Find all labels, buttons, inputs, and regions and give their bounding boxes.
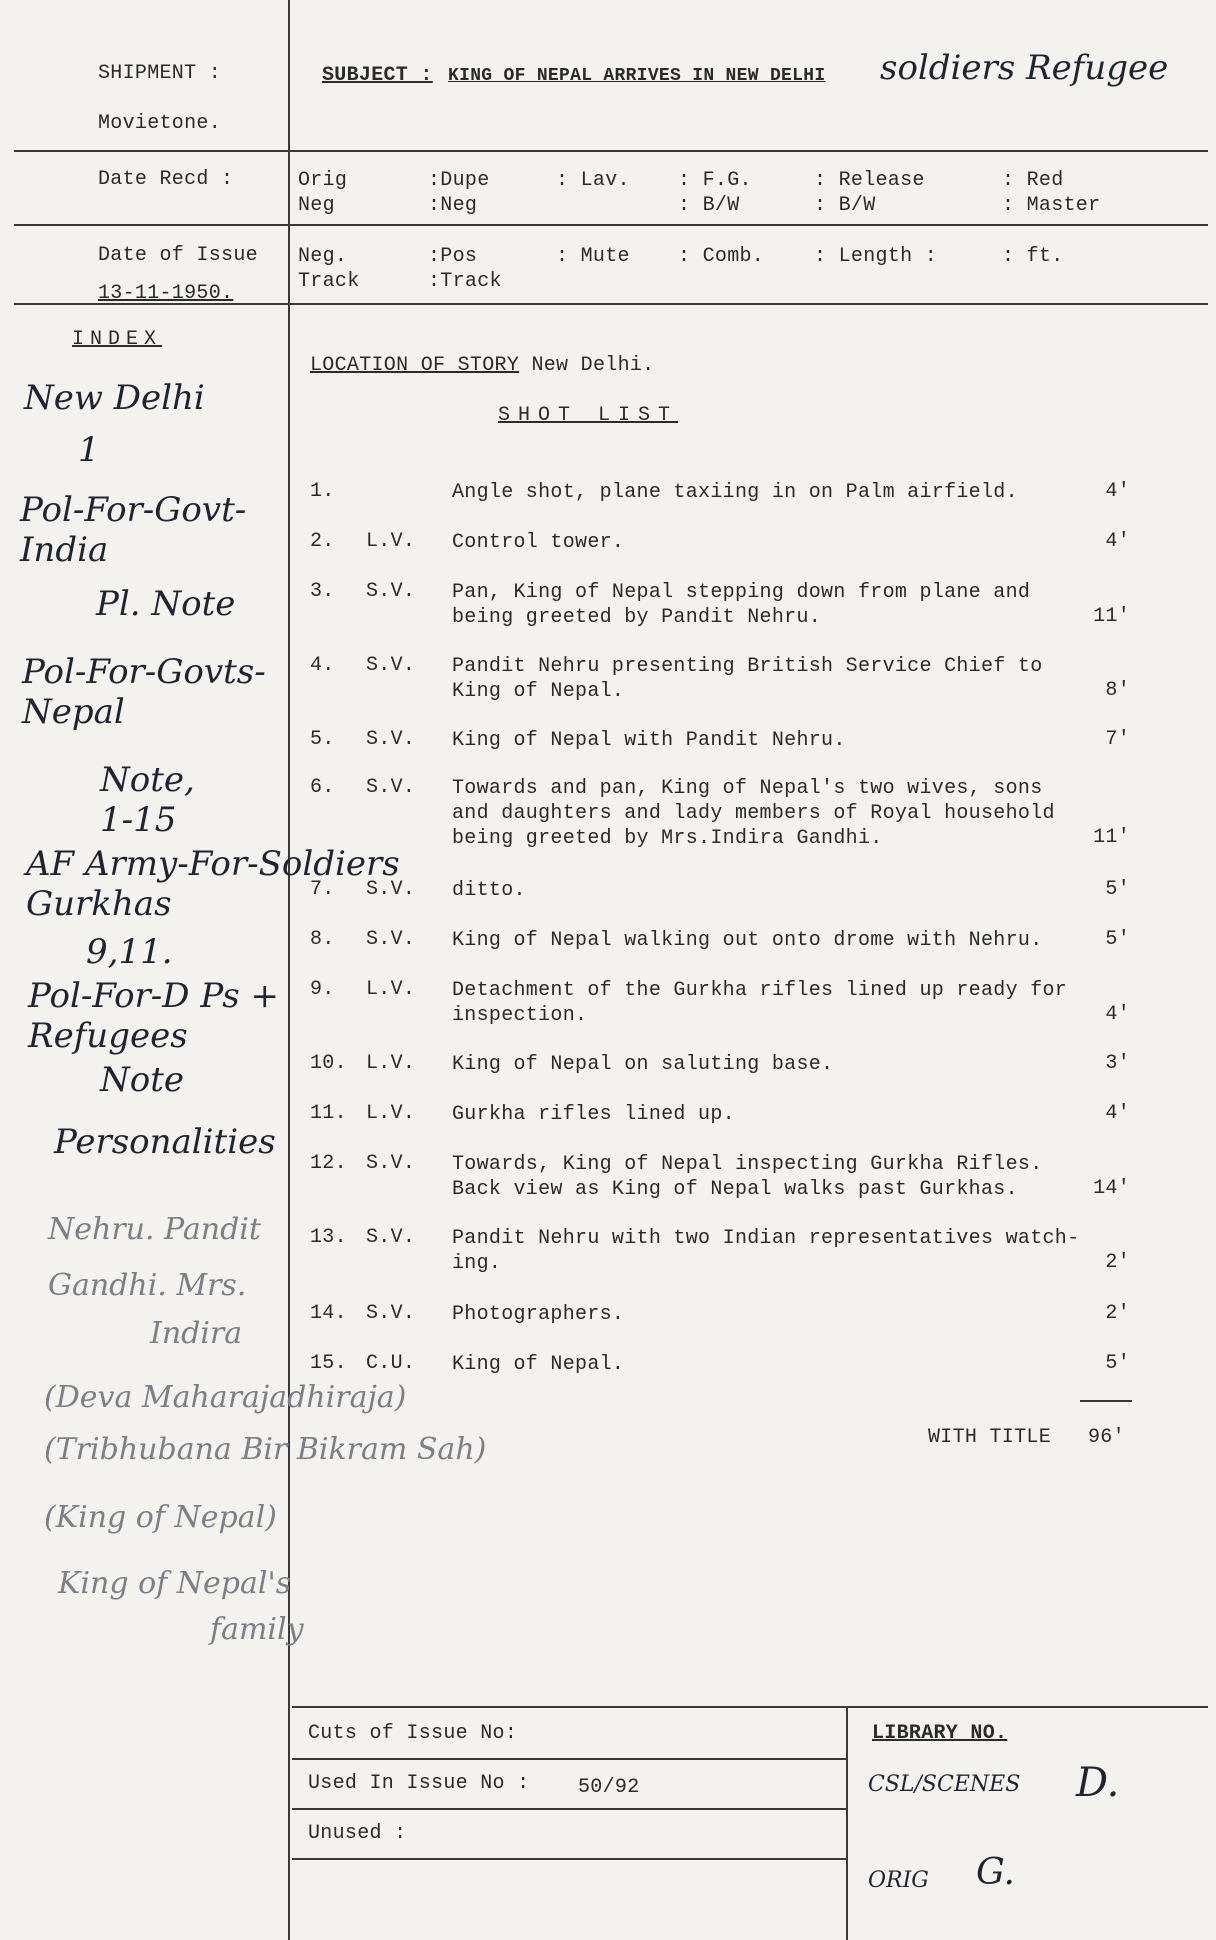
shot-description: Towards, King of Nepal inspecting Gurkha Rifles. Back view as King of Nepal walks past Gurkhas. [452,1153,1043,1201]
index-hand-entry: Pl. Note [96,584,236,624]
shot-description: Towards and pan, King of Nepal's two wives, sons and daughters and lady members of Royal household being greeted by Mrs.Indira Gandhi. [452,777,1055,850]
subject-label: SUBJECT : [322,64,433,87]
shot-description: King of Nepal with Pandit Nehru. [452,729,846,752]
shot-length: 5' [1105,1352,1130,1375]
index-hand-entry: Pol-For-Govts- Nepal [22,652,266,732]
index-heading: INDEX [72,328,163,351]
index-hand-entry: Pol-For-D Ps + Refugees [28,976,280,1056]
shot-description: ditto. [452,879,526,902]
shot-number: 6. [310,776,335,799]
shot-length: 11' [1093,605,1130,628]
shot-length: 3' [1105,1052,1130,1075]
shot-type: C.U. [366,1352,416,1375]
library-hand-2b: G. [976,1852,1015,1893]
shot-length: 8' [1105,679,1130,702]
row2-cell: Neg. Track [298,245,360,293]
shot-length: 5' [1105,928,1130,951]
library-hand-1: CSL/SCENES [868,1772,1021,1797]
shot-number: 9. [310,978,335,1001]
shipment-value: Movietone. [98,112,222,135]
cuts-label: Cuts of Issue No: [308,1722,518,1745]
personality-entry: Indira [150,1316,243,1351]
shot-number: 7. [310,878,335,901]
used-label: Used In Issue No : [308,1772,530,1795]
shot-number: 1. [310,480,335,503]
shot-description: King of Nepal on saluting base. [452,1053,834,1076]
shot-description: Angle shot, plane taxiing in on Palm airfield. [452,481,1018,504]
index-hand-entry: Note, 1-15 [100,760,195,840]
shot-description: Pandit Nehru with two Indian representatives watch- ing. [452,1227,1080,1275]
used-value: 50/92 [578,1776,640,1799]
vertical-divider [288,0,290,1940]
date-recd-label: Date Recd : [98,168,234,191]
shot-length: 2' [1105,1251,1130,1274]
shot-description: Pan, King of Nepal stepping down from plane and being greeted by Pandit Nehru. [452,581,1031,629]
row2-cell: : Length : [814,245,938,268]
shot-description: Photographers. [452,1303,625,1326]
shot-type: S.V. [366,928,416,951]
shot-length: 14' [1093,1177,1130,1200]
row1-cell: Orig Neg [298,169,348,217]
personality-entry: (King of Nepal) [44,1500,277,1535]
row2-cell: : Comb. [678,245,765,268]
header-rule-2 [14,224,1208,226]
date-issue-value: 13-11-1950. [98,282,234,305]
library-label: LIBRARY NO. [872,1722,1008,1745]
personality-entry: King of Nepal's [58,1566,292,1601]
row1-cell: : Release : B/W [814,169,925,217]
subject-handwritten: soldiers Refugee [880,48,1169,88]
shot-description: Control tower. [452,531,625,554]
header-rule-1 [14,150,1208,152]
shot-type: S.V. [366,1302,416,1325]
shot-length: 4' [1105,530,1130,553]
shot-type: L.V. [366,978,416,1001]
shot-number: 2. [310,530,335,553]
shot-number: 4. [310,654,335,677]
shot-type: S.V. [366,580,416,603]
location-value: New Delhi. [531,354,655,377]
shipment-label: SHIPMENT : [98,62,222,85]
footer-rule-2 [292,1808,848,1810]
shot-number: 14. [310,1302,347,1325]
unused-label: Unused : [308,1822,407,1845]
shot-type: S.V. [366,878,416,901]
shot-length: 5' [1105,878,1130,901]
personality-entry: Gandhi. Mrs. [48,1268,247,1303]
library-hand-1b: D. [1076,1760,1120,1806]
shot-length: 4' [1105,1102,1130,1125]
footer-rule-top [292,1706,1208,1708]
row2-cell: : Mute [556,245,630,268]
location-line [310,354,654,377]
shot-length: 7' [1105,728,1130,751]
row1-cell: : Red : Master [1002,169,1101,217]
shot-type: S.V. [366,654,416,677]
shot-length: 4' [1105,480,1130,503]
with-title-value: 96' [1088,1426,1125,1449]
shot-number: 11. [310,1102,347,1125]
footer-rule-1 [292,1758,848,1760]
shot-description: Detachment of the Gurkha rifles lined up ready for inspection. [452,979,1068,1027]
index-hand-entry: 1 [78,430,100,470]
row2-cell: :Pos :Track [428,245,502,293]
shot-type: L.V. [366,1102,416,1125]
shot-type: S.V. [366,728,416,751]
shot-type: L.V. [366,1052,416,1075]
shot-number: 10. [310,1052,347,1075]
shot-type: L.V. [366,530,416,553]
shot-number: 5. [310,728,335,751]
personality-entry: (Tribhubana Bir Bikram Sah) [44,1432,487,1467]
library-hand-2: ORIG [868,1868,929,1893]
personality-entry: (Deva Maharajadhiraja) [44,1380,407,1415]
shot-description: King of Nepal. [452,1353,625,1376]
shot-length: 11' [1093,826,1130,849]
total-rule [1080,1400,1132,1402]
shot-length: 2' [1105,1302,1130,1325]
shot-description: King of Nepal walking out onto drome with Nehru. [452,929,1043,952]
index-hand-entry: 9,11. [86,932,173,972]
index-hand-entry: New Delhi [24,378,205,418]
row1-cell: :Dupe :Neg [428,169,490,217]
with-title-label: WITH TITLE [928,1426,1052,1449]
subject-value: KING OF NEPAL ARRIVES IN NEW DELHI [448,66,826,86]
shot-number: 15. [310,1352,347,1375]
shot-number: 12. [310,1152,347,1175]
personality-entry: family [210,1612,304,1647]
index-hand-entry: Personalities [54,1122,276,1162]
row2-cell: : ft. [1002,245,1064,268]
footer-divider [846,1706,848,1940]
date-issue-label: Date of Issue [98,244,258,267]
index-hand-entry: Pol-For-Govt- India [20,490,247,570]
shot-type: S.V. [366,1226,416,1249]
shot-length: 4' [1105,1003,1130,1026]
shot-type: S.V. [366,776,416,799]
location-label: LOCATION OF STORY [310,354,520,377]
shot-number: 8. [310,928,335,951]
index-hand-entry: AF Army-For-Soldiers Gurkhas [26,844,400,924]
shot-type: S.V. [366,1152,416,1175]
shot-description: Pandit Nehru presenting British Service Chief to King of Nepal. [452,655,1043,703]
row1-cell: : F.G. : B/W [678,169,752,217]
shot-number: 13. [310,1226,347,1249]
shot-description: Gurkha rifles lined up. [452,1103,735,1126]
personality-entry: Nehru. Pandit [48,1212,261,1247]
shot-list-heading: SHOT LIST [498,404,679,427]
row1-cell: : Lav. [556,169,630,192]
index-hand-entry: Note [100,1060,185,1100]
footer-rule-3 [292,1858,848,1860]
shot-number: 3. [310,580,335,603]
